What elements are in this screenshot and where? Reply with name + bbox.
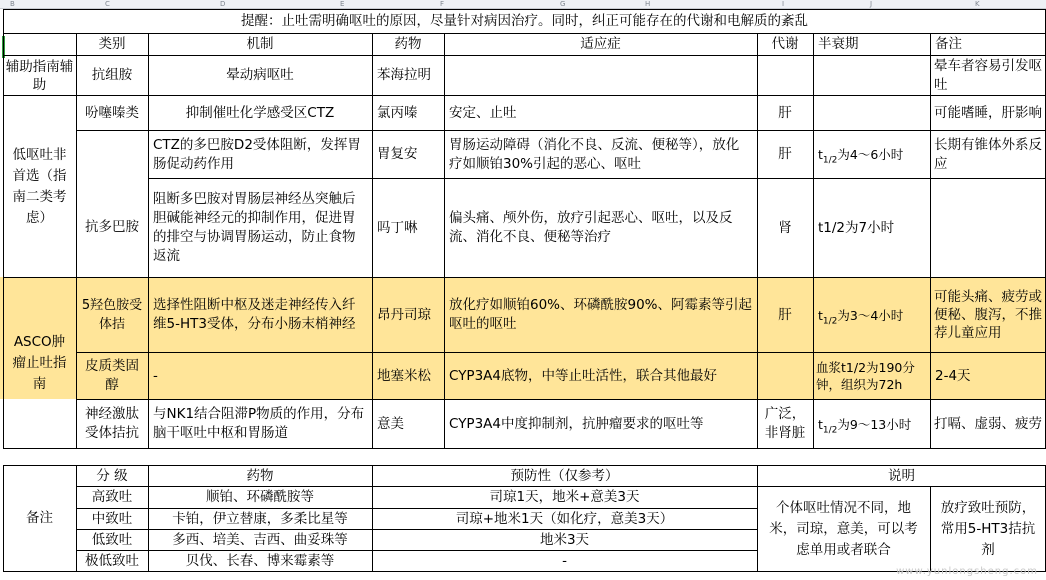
- cell-text: 血浆t1/2为190分钟，组织为72h: [816, 360, 915, 392]
- cell-text: 贝伐、长春、博来霉素等: [185, 552, 335, 569]
- half-life-text: [818, 306, 903, 325]
- row1-mechanism[interactable]: [148, 96, 372, 130]
- cell-text: 肝: [778, 104, 792, 121]
- row5-category[interactable]: [76, 353, 148, 399]
- row5-mechanism[interactable]: [148, 353, 372, 399]
- notice-text: 提醒：止吐需明确呕吐的原因，尽量针对病因治疗。同时，纠正可能存在的代谢和电解质的紊乱: [241, 13, 808, 29]
- row2-mechanism[interactable]: [148, 131, 372, 178]
- footer-row1-grade[interactable]: [76, 509, 148, 529]
- half-life-sub: 1/2: [822, 425, 838, 435]
- row6-indication[interactable]: [444, 400, 757, 448]
- row4-category[interactable]: [76, 278, 148, 352]
- notice-banner[interactable]: [3, 10, 1046, 33]
- footer-row2-prevention[interactable]: [372, 530, 757, 550]
- footer-row3-grade[interactable]: [76, 551, 148, 571]
- half-life-suffix: 为4～6小时: [837, 147, 904, 162]
- footer-header-drugs[interactable]: [148, 466, 372, 486]
- row5-indication[interactable]: [444, 353, 757, 399]
- cell-text: 晕车者容易引发呕吐: [934, 57, 1042, 93]
- row5-metabolism[interactable]: [757, 353, 813, 399]
- cell-text: 司琼+地米1天（如化疗，意美3天）: [455, 510, 674, 527]
- cell-text: 多西、培美、吉西、曲妥珠等: [172, 531, 348, 548]
- row4-remarks[interactable]: [930, 278, 1046, 352]
- col-letter[interactable]: J: [870, 0, 873, 8]
- row0-metabolism[interactable]: [757, 56, 813, 95]
- cell-text: 低致吐: [91, 531, 133, 548]
- footer-header-explain[interactable]: [757, 466, 1046, 486]
- col-letter[interactable]: G: [560, 0, 566, 8]
- cell-text: 肝: [778, 146, 792, 162]
- cell-text: 5羟色胺受体拮: [81, 298, 143, 332]
- header-text: 预防性（仅参考）: [510, 467, 619, 484]
- cell-text: 肾: [778, 219, 792, 236]
- header-text: 备注: [935, 36, 962, 52]
- footer-row0-drugs[interactable]: [148, 487, 372, 508]
- cell-text: t1/2为7小时: [818, 219, 895, 236]
- header-drug[interactable]: [372, 34, 444, 55]
- row0-indication[interactable]: [444, 56, 757, 95]
- row4-mechanism[interactable]: [148, 278, 372, 352]
- row6-category[interactable]: [76, 400, 148, 448]
- col-letter[interactable]: B: [10, 0, 15, 8]
- col-letter[interactable]: I: [782, 0, 785, 8]
- col-letter[interactable]: H: [645, 0, 651, 8]
- row1-metabolism[interactable]: [757, 96, 813, 130]
- cell-text: 意美: [377, 415, 404, 432]
- row3-remarks[interactable]: [930, 179, 1046, 277]
- footer-label[interactable]: [3, 466, 76, 571]
- cell-text: 顺铂、环磷酰胺等: [206, 489, 314, 505]
- cell-text: 2-4天: [935, 367, 971, 384]
- group-low[interactable]: [3, 96, 76, 277]
- cell-text: 苯海拉明: [377, 67, 431, 83]
- cell-text: 可能嗜睡，肝影响: [934, 104, 1042, 121]
- half-life-sub: 1/2: [822, 155, 838, 166]
- cell-text: 氯丙嗪: [377, 104, 418, 121]
- header-text: 分 级: [96, 467, 128, 484]
- cell-text: 胃复安: [377, 146, 418, 162]
- cell-text: 选择性阻断中枢及迷走神经传入纤维5-HT3受体，分布小肠末梢神经: [153, 297, 356, 332]
- row1-remarks[interactable]: [930, 96, 1046, 130]
- cell-text: 放疗致吐预防，常用5-HT3拮抗剂: [940, 499, 1036, 558]
- row6-remarks[interactable]: [930, 400, 1046, 448]
- footer-header-prevention[interactable]: [372, 466, 757, 486]
- cell-text: -: [153, 367, 158, 384]
- group-text: 辅助指南辅助: [5, 58, 74, 93]
- row6-metabolism[interactable]: [757, 400, 813, 448]
- half-life-suffix: 为9～13小时: [837, 416, 912, 432]
- cell-text: 放化疗如顺铂60%、环磷酰胺90%、阿霉素等引起呕吐的呕吐: [449, 297, 753, 332]
- row3-indication[interactable]: [444, 179, 757, 277]
- col-letter[interactable]: E: [340, 0, 345, 8]
- row3-drug[interactable]: [372, 179, 444, 277]
- cell-text: 广泛，非肾脏: [764, 406, 806, 441]
- header-category[interactable]: [76, 34, 148, 55]
- row2-category[interactable]: [76, 131, 148, 178]
- cell-text: 神经激肽受体拮抗: [85, 406, 139, 441]
- group-aux[interactable]: [3, 56, 76, 95]
- row6-drug[interactable]: [372, 400, 444, 448]
- row1-category[interactable]: [76, 96, 148, 130]
- cell-text: 极低致吐: [85, 552, 139, 569]
- footer-row0-grade[interactable]: [76, 487, 148, 508]
- row2-half-life[interactable]: [813, 131, 930, 178]
- cell-text: 昂丹司琼: [377, 306, 431, 323]
- row1-indication[interactable]: [444, 96, 757, 130]
- half-life-text: [818, 145, 903, 164]
- footer-row2-grade[interactable]: [76, 530, 148, 550]
- row0-mechanism[interactable]: [148, 56, 372, 95]
- cell-text: 卡铂，伊立替康，多柔比星等: [172, 510, 348, 527]
- row3-category[interactable]: [76, 178, 148, 277]
- row3-mechanism[interactable]: [148, 179, 372, 277]
- row5-remarks[interactable]: [930, 353, 1046, 399]
- row4-indication[interactable]: [444, 278, 757, 352]
- cell-text: 与NK1结合阻滞P物质的作用，分布脑干呕吐中枢和胃肠道: [153, 406, 365, 441]
- header-text: 适应症: [580, 36, 621, 52]
- row3-half-life[interactable]: [813, 179, 930, 277]
- half-life-prefix: t: [818, 307, 823, 323]
- row2-metabolism[interactable]: [757, 131, 813, 178]
- half-life-prefix: t: [818, 147, 823, 162]
- half-life-sub: 1/2: [822, 316, 838, 326]
- watermark: www.yunlongsheng.com: [896, 566, 1038, 577]
- header-half-life[interactable]: [813, 34, 930, 55]
- column-header-strip: [0, 0, 1046, 9]
- row6-half-life[interactable]: [813, 400, 930, 448]
- cell-text: CYP3A4底物，中等止吐活性，联合其他最好: [449, 367, 717, 384]
- row5-drug[interactable]: [372, 353, 444, 399]
- cell-text: -: [562, 552, 567, 569]
- footer-row3-prevention[interactable]: [372, 551, 757, 571]
- col-letter[interactable]: F: [440, 0, 445, 8]
- row0-half-life[interactable]: [813, 56, 930, 95]
- footer-explain-cell-2[interactable]: [930, 487, 1046, 571]
- cell-text: 晕动病呕吐: [226, 67, 294, 83]
- header-text: 代谢: [771, 36, 799, 52]
- row0-category[interactable]: [76, 56, 148, 95]
- cell-text: 地塞米松: [377, 367, 431, 384]
- cell-text: 地米3天: [539, 531, 590, 548]
- cell-text: 安定、止吐: [449, 104, 517, 121]
- half-life-prefix: t: [818, 416, 823, 432]
- cell-text: 吩噻嗪类: [85, 104, 139, 121]
- footer-row2-drugs[interactable]: [148, 530, 372, 550]
- group-text: 低呕吐非首选（指南二类考虑）: [12, 146, 67, 226]
- footer-row1-prevention[interactable]: [372, 509, 757, 529]
- cell-text: 打嗝、虚弱、疲劳: [934, 415, 1042, 432]
- footer-row0-prevention[interactable]: [372, 487, 757, 508]
- header-text: 半衰期: [818, 36, 859, 52]
- row5-half-life[interactable]: [813, 353, 930, 399]
- cell-text: 备注: [26, 510, 53, 526]
- cell-text: 长期有锥体外系反应: [934, 136, 1042, 172]
- header-mechanism[interactable]: [148, 34, 372, 55]
- header-indication[interactable]: [444, 34, 757, 55]
- footer-row1-drugs[interactable]: [148, 509, 372, 529]
- cell-text: 皮质类固醇: [85, 358, 139, 393]
- row3-metabolism[interactable]: [757, 179, 813, 277]
- cell-text: 可能头痛、疲劳或便秘、腹泻，不推荐儿童应用: [934, 289, 1042, 341]
- half-life-suffix: 为3～4小时: [837, 307, 904, 323]
- header-text: 药物: [394, 36, 422, 52]
- cell-text: 高致吐: [91, 489, 133, 505]
- cell-text: 肝: [778, 306, 792, 323]
- cell-marker: [2, 36, 5, 58]
- header-remarks[interactable]: [930, 34, 1046, 55]
- footer-header-grade[interactable]: [76, 466, 148, 486]
- col-letter[interactable]: K: [975, 0, 980, 8]
- cell-text: CYP3A4中度抑制剂，抗肿瘤要求的呕吐等: [449, 415, 704, 432]
- cell-text: 阻断多巴胺对胃肠层神经丛突触后胆碱能神经元的抑制作用，促进胃的排空与协调胃肠运动，防止食物返流: [153, 191, 356, 264]
- cell-text: CTZ的多巴胺D2受体阻断，发挥胃肠促动药作用: [153, 136, 361, 172]
- cell-text: 中致吐: [91, 510, 133, 527]
- cell-text: 偏头痛、颅外伤，放疗引起恶心、呕吐，以及反流、消化不良、便秘等治疗: [449, 210, 733, 245]
- row2-remarks[interactable]: [930, 131, 1046, 178]
- half-life-text: [818, 415, 911, 434]
- cell-text: 抗组胺: [91, 67, 133, 83]
- col-letter[interactable]: D: [220, 0, 226, 8]
- col-letter[interactable]: C: [105, 0, 110, 8]
- group-asco[interactable]: [3, 278, 76, 448]
- cell-text: 司琼1天，地米+意美3天: [489, 489, 640, 505]
- row0-drug[interactable]: [372, 56, 444, 95]
- row4-drug[interactable]: [372, 278, 444, 352]
- group-text: ASCO肿瘤止吐指南: [12, 333, 67, 392]
- header-text: 说明: [888, 467, 915, 484]
- header-text: 机制: [246, 36, 274, 52]
- row1-half-life[interactable]: [813, 96, 930, 130]
- header-text: 类别: [98, 36, 126, 52]
- header-text: 药物: [246, 467, 274, 484]
- row0-remarks[interactable]: [930, 56, 1046, 95]
- row2-indication[interactable]: [444, 131, 757, 178]
- cell-text: 个体呕吐情况不同，地米，司琼，意美，可以考虑单用或者联合: [769, 499, 918, 558]
- cell-text: 抑制催吐化学感受区CTZ: [185, 104, 335, 121]
- row2-drug[interactable]: [372, 131, 444, 178]
- row6-mechanism[interactable]: [148, 400, 372, 448]
- cell-text: 抗多巴胺: [85, 219, 139, 235]
- row4-half-life[interactable]: [813, 278, 930, 352]
- cell-text: 吗丁啉: [377, 219, 418, 236]
- cell-text: 胃肠运动障碍（消化不良、反流、便秘等），放化疗如顺铂30%引起的恶心、呕吐: [449, 136, 740, 172]
- header-metabolism[interactable]: [757, 34, 813, 55]
- footer-explain-cell[interactable]: [757, 487, 930, 571]
- row1-drug[interactable]: [372, 96, 444, 130]
- footer-row3-drugs[interactable]: [148, 551, 372, 571]
- row4-metabolism[interactable]: [757, 278, 813, 352]
